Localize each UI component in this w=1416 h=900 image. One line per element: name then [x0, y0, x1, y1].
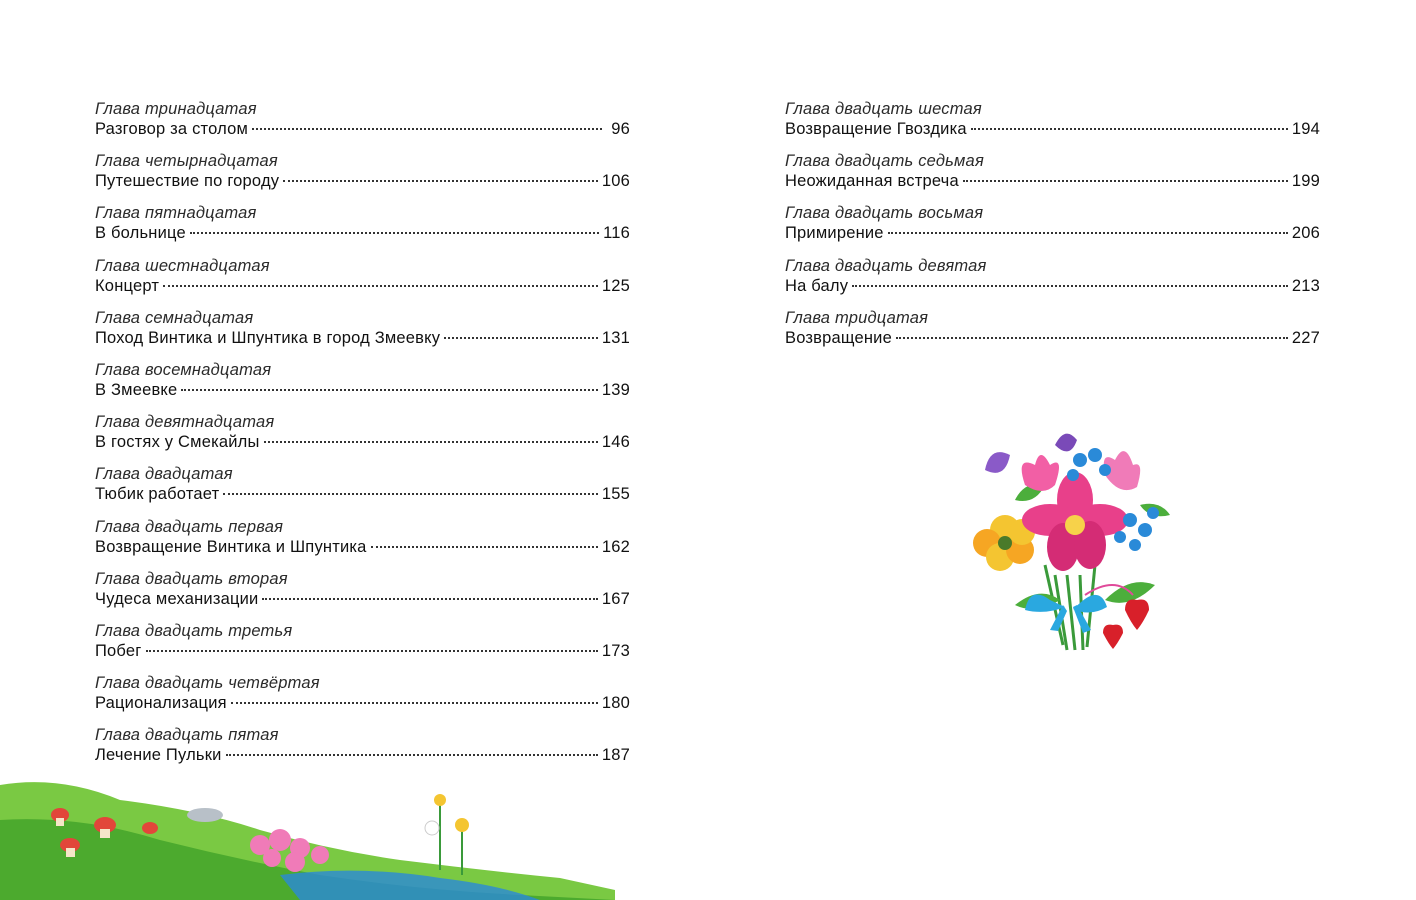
dot-leader: [896, 337, 1288, 339]
chapter-label: Глава двадцать шестая: [785, 100, 982, 118]
chapter-title: На балу: [785, 276, 849, 295]
chapter-label: Глава двадцать третья: [95, 621, 293, 640]
toc-entry: [95, 570, 630, 622]
chapter-title-line: [785, 171, 1320, 191]
page-number: 167: [601, 589, 630, 608]
dot-leader: [223, 493, 598, 495]
toc-entry: [95, 152, 630, 204]
chapter-title-line: [95, 276, 630, 296]
chapter-title-line: [95, 119, 630, 139]
page-number: 96: [611, 120, 630, 138]
chapter-title: Поход Винтика и Шпунтика в город Змеевку: [95, 328, 441, 347]
toc-entry: [95, 204, 630, 256]
chapter-label: Глава двадцатая: [95, 465, 233, 484]
chapter-title: Неожиданная встреча: [785, 172, 959, 191]
toc-entry: [785, 152, 1320, 204]
toc-entry: [95, 309, 630, 361]
chapter-label: Глава девятнадцатая: [95, 413, 275, 432]
toc-entry: [95, 622, 630, 674]
chapter-title: В Змеевке: [95, 380, 178, 399]
chapter-label: Глава пятнадцатая: [95, 204, 257, 223]
toc-entry: [95, 518, 630, 570]
chapter-label: Глава двадцать пятая: [95, 726, 279, 745]
toc-entry: [785, 309, 1320, 361]
dot-leader: [852, 285, 1288, 287]
chapter-title: Разговор за столом: [95, 120, 249, 138]
page-number: 106: [601, 172, 630, 191]
chapter-title: Чудеса механизации: [95, 589, 259, 608]
page-number: 199: [1291, 172, 1320, 191]
chapter-title-line: [785, 223, 1320, 243]
chapter-title: Возвращение: [785, 328, 892, 347]
page-number: 162: [601, 537, 630, 556]
chapter-title: В больнице: [95, 224, 186, 243]
chapter-title: Рационализация: [95, 694, 227, 713]
chapter-title-line: [785, 276, 1320, 296]
dot-leader: [283, 180, 598, 182]
page-number: 206: [1291, 224, 1320, 243]
page-number: 213: [1291, 276, 1320, 295]
chapter-title: Тюбик работает: [95, 485, 220, 504]
page-number: 125: [601, 276, 630, 295]
dot-leader: [226, 754, 598, 756]
page-number: 180: [601, 694, 630, 713]
toc-entry: [785, 100, 1320, 152]
page-number: 116: [603, 224, 630, 243]
chapter-title-line: [95, 328, 630, 348]
chapter-label: Глава двадцать восьмая: [785, 204, 984, 223]
dot-leader: [963, 180, 1288, 182]
chapter-label: Глава тридцатая: [785, 308, 929, 327]
chapter-title-line: [95, 171, 630, 191]
dandelions: [425, 794, 469, 875]
toc-entry: [785, 204, 1320, 256]
page-number: 173: [601, 641, 630, 660]
toc-entry: [95, 361, 630, 413]
heart-ornaments: [1103, 599, 1149, 649]
dot-leader: [971, 128, 1288, 130]
dot-leader: [371, 546, 598, 548]
chapter-title: Концерт: [95, 276, 160, 295]
chapter-title-line: [785, 119, 1320, 139]
chapter-title-line: [95, 537, 630, 557]
chapter-label: Глава двадцать первая: [95, 517, 284, 536]
meadow-illustration: [0, 760, 615, 900]
page-number: 131: [601, 328, 630, 347]
chapter-title-line: [95, 223, 630, 243]
toc-entry: [95, 674, 630, 726]
page-number: 194: [1291, 120, 1320, 138]
toc-entry: [95, 465, 630, 517]
chapter-title: Путешествие по городу: [95, 172, 280, 191]
dot-leader: [181, 389, 597, 391]
chapter-label: Глава четырнадцатая: [95, 152, 278, 171]
toc-entry: [95, 100, 630, 152]
chapter-label: Глава двадцать вторая: [95, 569, 288, 588]
chapter-title-line: [785, 328, 1320, 348]
chapter-label: Глава двадцать девятая: [785, 256, 987, 275]
page-number: 155: [601, 485, 630, 504]
dot-leader: [262, 598, 597, 600]
page-number: 187: [601, 746, 630, 765]
dot-leader: [444, 337, 598, 339]
page-number: 146: [601, 433, 630, 452]
chapter-title: Возвращение Винтика и Шпунтика: [95, 537, 367, 556]
chapter-title: Лечение Пульки: [95, 746, 222, 765]
toc-entry: [785, 257, 1320, 309]
chapter-label: Глава двадцать четвёртая: [95, 674, 320, 693]
toc-entry: [95, 413, 630, 465]
chapter-title-line: [95, 693, 630, 713]
chapter-label: Глава шестнадцатая: [95, 256, 270, 275]
dot-leader: [252, 128, 602, 130]
chapter-title: Примирение: [785, 224, 884, 243]
chapter-label: Глава восемнадцатая: [95, 360, 272, 379]
chapter-title-line: [95, 432, 630, 452]
dot-leader: [264, 441, 598, 443]
chapter-title-line: [95, 484, 630, 504]
chapter-title-line: [95, 641, 630, 661]
toc-entry: [95, 257, 630, 309]
stone: [187, 808, 223, 822]
flower-bouquet-illustration: [955, 425, 1195, 665]
toc-left-column: [95, 100, 630, 778]
chapter-title: В гостях у Смекайлы: [95, 433, 260, 452]
ribbon-bow: [1025, 594, 1107, 633]
chapter-title-line: [95, 589, 630, 609]
dot-leader: [190, 232, 599, 234]
chapter-title: Побег: [95, 641, 142, 660]
dot-leader: [888, 232, 1288, 234]
chapter-label: Глава тринадцатая: [95, 100, 257, 118]
page-number: 139: [601, 380, 630, 399]
chapter-title: Возвращение Гвоздика: [785, 120, 967, 138]
chapter-label: Глава семнадцатая: [95, 308, 254, 327]
chapter-label: Глава двадцать седьмая: [785, 152, 984, 171]
chapter-title-line: [95, 380, 630, 400]
dot-leader: [231, 702, 598, 704]
toc-right-column: [785, 100, 1320, 361]
dot-leader: [146, 650, 598, 652]
page-number: 227: [1291, 328, 1320, 347]
dot-leader: [163, 285, 598, 287]
